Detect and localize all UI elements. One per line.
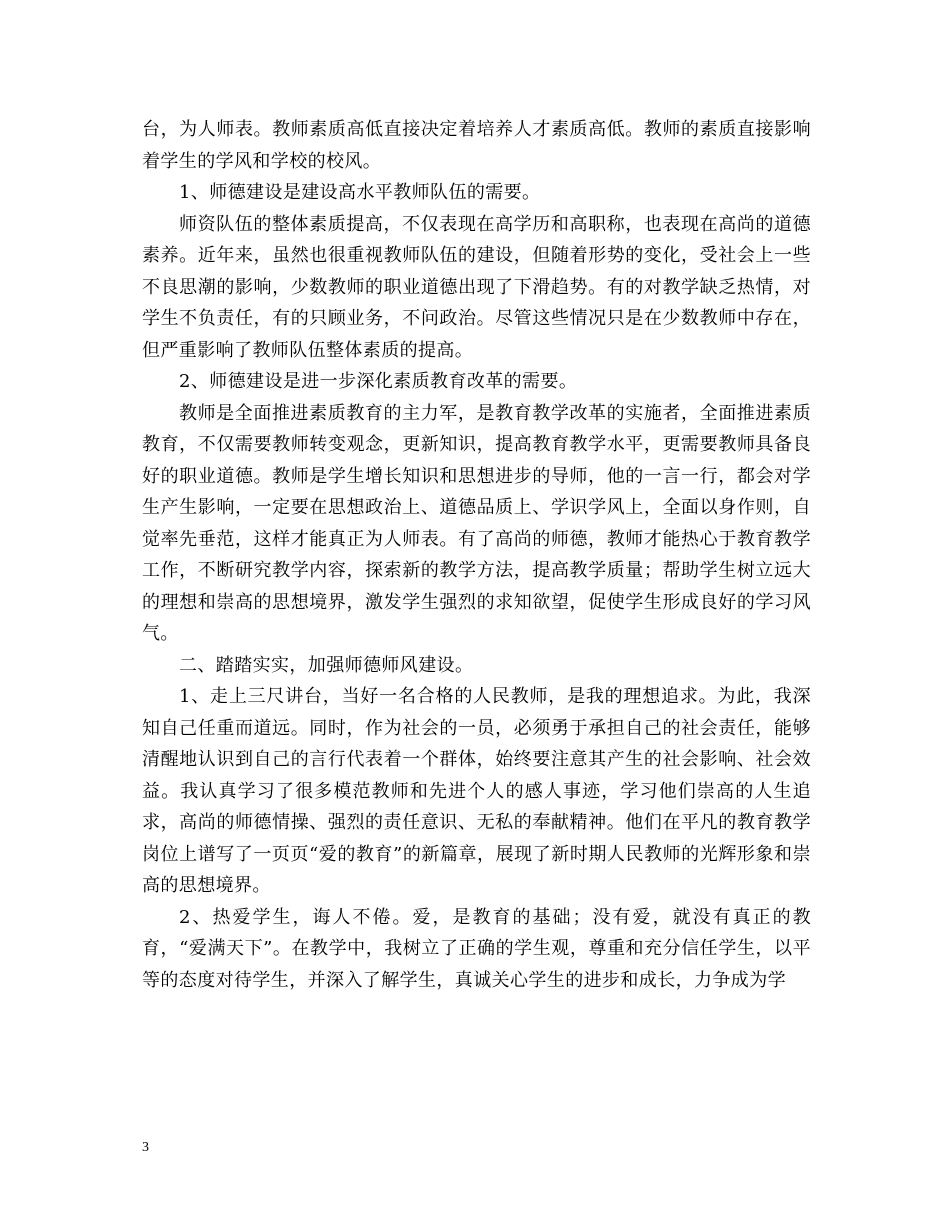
- paragraph: 师资队伍的整体素质提高，不仅表现在高学历和高职称，也表现在高尚的道德素养。近年来，虽然也很重视教师队伍的建设，但随着形势的变化，受社会上一些不良思潮的影响，少数教师的职业道德出现了下滑趋势。有的对教学缺乏热情，对学生不负责任，有的只顾业务，不问政治。尽管这些情况只是在少数教师中存在，但严重影响了教师队伍整体素质的提高。: [142, 213, 811, 361]
- paragraph-heading-1: 1、师德建设是建设高水平教师队伍的需要。: [179, 182, 541, 203]
- document-body: [142, 114, 811, 996]
- page-number: 3: [142, 1140, 149, 1155]
- paragraph-continued: 台，为人师表。教师素质高低直接决定着培养人才素质高低。教师的素质直接影响着学生的学风和学校的校风。: [142, 119, 811, 172]
- paragraph: 教师是全面推进素质教育的主力军，是教育教学改革的实施者，全面推进素质教育，不仅需要教师转变观念，更新知识，提高教育教学水平，更需要教师具备良好的职业道德。教师是学生增长知识和思想进步的导师，他的一言一行，都会对学生产生影响，一定要在思想政治上、道德品质上、学识学风上，全面以身作则，自觉率先垂范，这样才能真正为人师表。有了高尚的师德，教师才能热心于教育教学工作，不断研究教学内容，探索新的教学方法，提高教学质量；帮助学生树立远大的理想和崇高的思想境界，激发学生强烈的求知欲望，促使学生形成良好的学习风气。: [142, 402, 811, 644]
- paragraph: 2、热爱学生，诲人不倦。爱，是教育的基础；没有爱，就没有真正的教育，“爱满天下”。在教学中，我树立了正确的学生观，尊重和充分信任学生，以平等的态度对待学生，并深入了解学生，真诚关心学生的进步和成长，力争成为学: [142, 906, 811, 991]
- section-heading: 二、踏踏实实，加强师德师风建设。: [179, 654, 474, 676]
- paragraph-heading-2: 2、师德建设是进一步深化素质教育改革的需要。: [179, 371, 578, 392]
- paragraph: 1、走上三尺讲台，当好一名合格的人民教师，是我的理想追求。为此，我深知自己任重而道远。同时，作为社会的一员，必须勇于承担自己的社会责任，能够清醒地认识到自己的言行代表着一个群体，始终要注意其产生的社会影响、社会效益。我认真学习了很多模范教师和先进个人的感人事迹，学习他们崇高的人生追求，高尚的师德情操、强烈的责任意识、无私的奉献精神。他们在平凡的教育教学岗位上谱写了一页页“爱的教育”的新篇章，展现了新时期人民教师的光辉形象和崇高的思想境界。: [142, 686, 811, 896]
